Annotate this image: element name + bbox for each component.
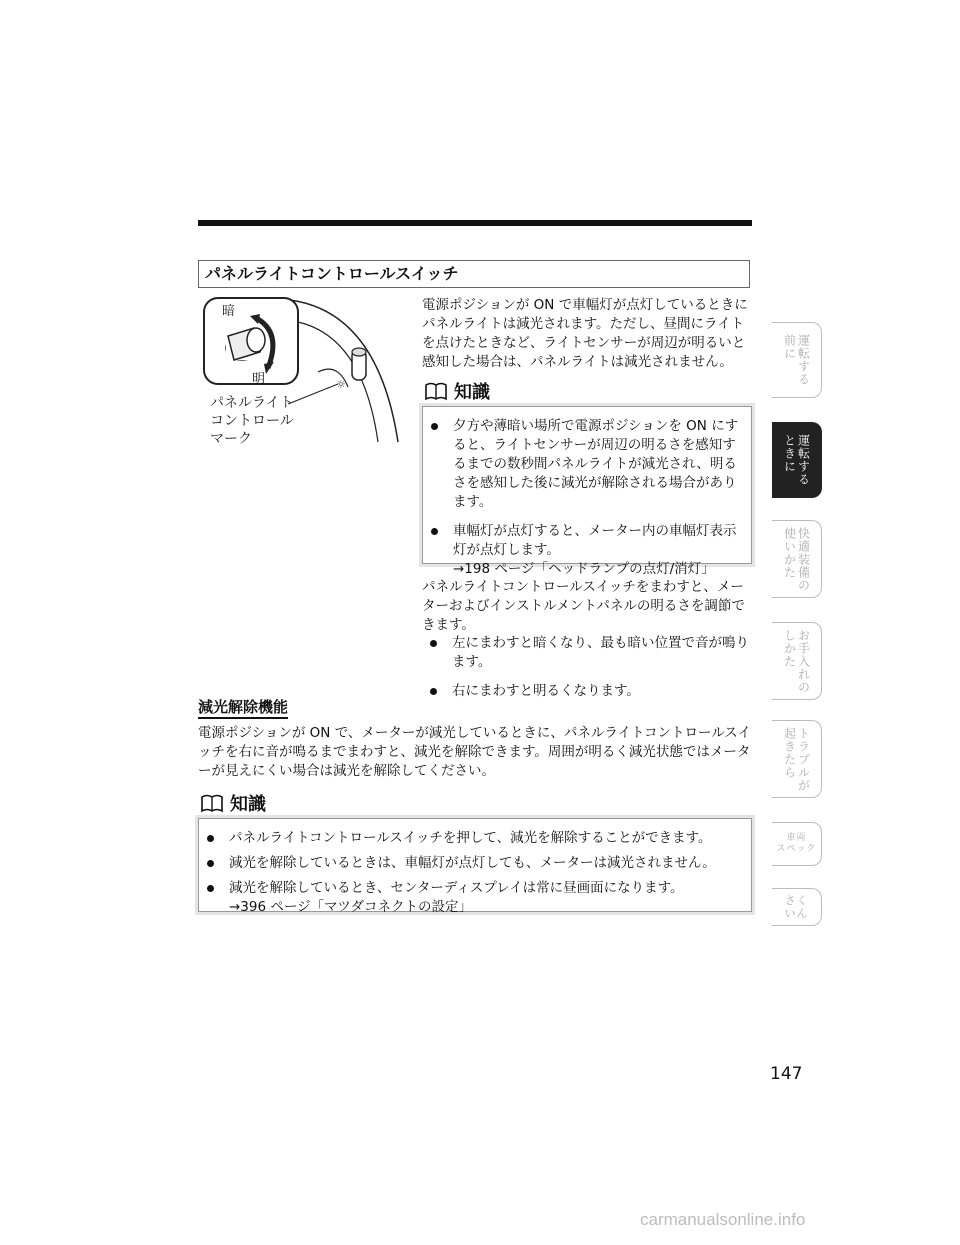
dash-arc-outer bbox=[290, 300, 398, 442]
list-item bbox=[199, 829, 741, 848]
adjust-list bbox=[422, 634, 752, 711]
mark-label-line: マーク bbox=[210, 431, 252, 447]
tab-label: 車両 スペック bbox=[776, 833, 817, 854]
panel-light-mark-icon: ☼ bbox=[336, 378, 346, 391]
list-item bbox=[423, 522, 741, 579]
tab-label: 運転する 前に bbox=[782, 334, 811, 386]
knowledge-heading bbox=[424, 378, 490, 404]
mark-label-line: コントロール bbox=[210, 413, 294, 429]
book-icon bbox=[424, 381, 448, 401]
tab-label: トラブルが 起きたら bbox=[782, 726, 811, 792]
list-item bbox=[199, 854, 741, 873]
tab-while-driving[interactable] bbox=[772, 422, 822, 498]
knowledge-title: 知識 bbox=[454, 382, 490, 403]
dimming-cancel-paragraph: 電源ポジションが ON で、メーターが減光しているときに、パネルライトコントロールスイッチを右に音が鳴るまでまわすと、減光を解除できます。周囲が明るく減光状態ではメーターが見えにくい場合は減光を解除してください。 bbox=[198, 725, 752, 779]
page-number: 147 bbox=[770, 1064, 803, 1084]
mark-label-line: パネルライト bbox=[210, 395, 294, 411]
list-item bbox=[423, 417, 741, 512]
knowledge-box-2 bbox=[198, 818, 752, 915]
item-text: 夕方や薄暗い場所で電源ポジションを ON にすると、ライトセンサーが周辺の明るさを感知するまでの数秒間パネルライトが減光され、明るさを感知した後に減光が解除される場合があります。 bbox=[453, 418, 739, 510]
item-text: 減光を解除しているとき、センターディスプレイは常に昼画面になります。 bbox=[229, 880, 684, 896]
watermark: carmanualsonline.info bbox=[640, 1210, 806, 1229]
item-text: 減光を解除しているときは、車幅灯が点灯しても、メーターは減光されません。 bbox=[229, 855, 716, 871]
list-item: 左にまわすと暗くなり、最も暗い位置で音が鳴ります。 bbox=[422, 634, 752, 672]
adjust-paragraph: パネルライトコントロールスイッチをまわすと、メーターおよびインストルメントパネルの明るさを調節できます。 bbox=[422, 579, 745, 633]
cross-reference: →198 ページ「ヘッドランプの点灯/消灯」 bbox=[453, 561, 715, 577]
intro-paragraph: 電源ポジションが ON で車幅灯が点灯しているときにパネルライトは減光されます。ただし、昼間にライトを点けたときなど、ライトセンサーが周辺が明るいと感知した場合は、パネルライトは減光されません。 bbox=[422, 297, 748, 370]
dimming-cancel-heading: 減光解除機能 bbox=[198, 697, 288, 719]
tab-label: お手入れの しかた bbox=[782, 628, 811, 694]
tab-label: さく いん bbox=[784, 894, 809, 920]
tab-maintenance[interactable] bbox=[772, 622, 822, 700]
section-title: パネルライトコントロールスイッチ bbox=[198, 260, 750, 288]
knowledge-title: 知識 bbox=[230, 794, 266, 815]
book-icon bbox=[200, 793, 224, 813]
tab-troubleshooting[interactable] bbox=[772, 720, 822, 798]
bright-label: 明 bbox=[252, 372, 266, 387]
dark-label: 暗 bbox=[222, 304, 236, 319]
panel-light-mark-label bbox=[210, 394, 294, 448]
list-item bbox=[199, 879, 741, 917]
tab-label: 快適装備の 使いかた bbox=[782, 526, 811, 592]
cross-reference: →396 ページ「マツダコネクトの設定」 bbox=[229, 899, 473, 915]
item-text: 車幅灯が点灯すると、メーター内の車幅灯表示灯が点灯します。 bbox=[453, 523, 737, 558]
list-item: 右にまわすと明るくなります。 bbox=[422, 682, 752, 701]
tab-specifications[interactable] bbox=[772, 822, 822, 866]
top-rule bbox=[198, 220, 752, 226]
tab-index[interactable] bbox=[772, 888, 822, 926]
knowledge-box-1 bbox=[422, 406, 752, 577]
tab-comfort-features[interactable] bbox=[772, 520, 822, 598]
item-text: パネルライトコントロールスイッチを押して、減光を解除することができます。 bbox=[229, 830, 712, 846]
knowledge-heading bbox=[200, 790, 266, 816]
tab-label: 運転する ときに bbox=[782, 434, 811, 486]
tab-before-driving[interactable] bbox=[772, 322, 822, 398]
